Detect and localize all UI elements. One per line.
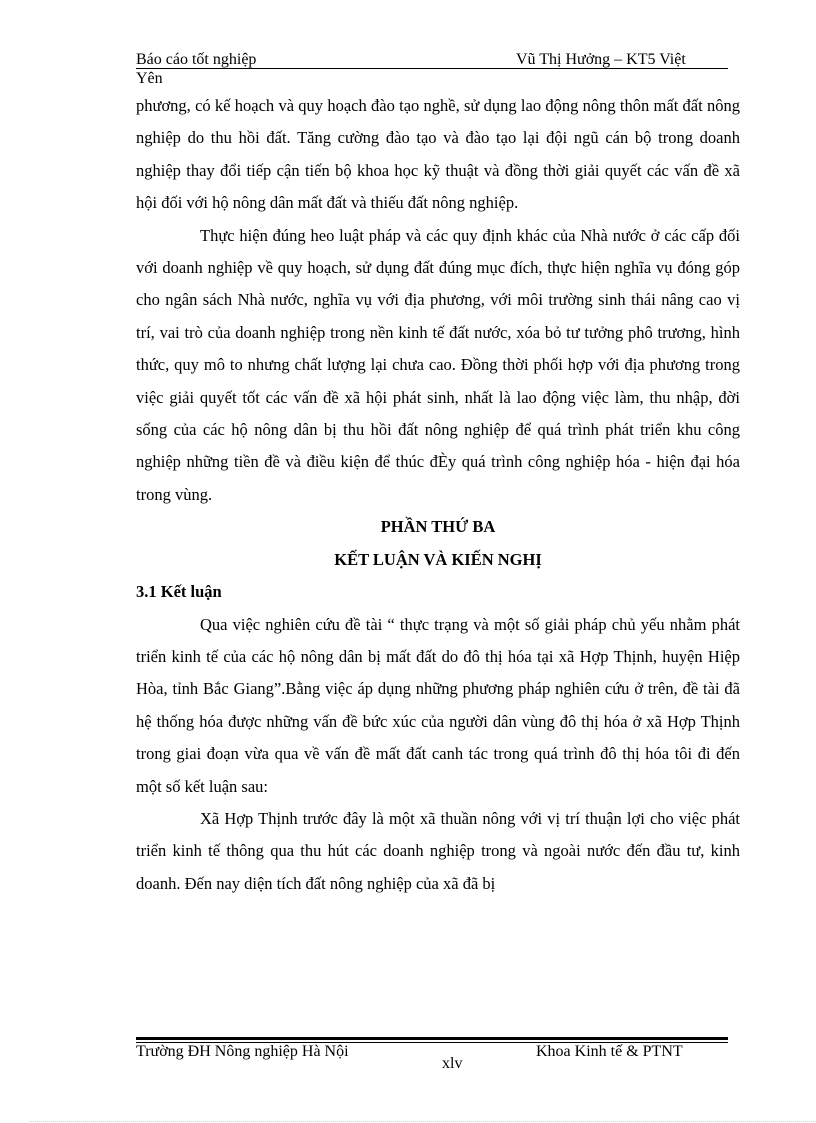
- footer-faculty: Khoa Kinh tế & PTNT: [536, 1043, 683, 1060]
- paragraph-research: Qua việc nghiên cứu đề tài “ thực trạng và một số giải pháp chủ yếu nhằm phát triển kinh tế của các hộ nông dân bị mất đất do đô thị hóa tại xã Hợp Thịnh, huyện Hiệp Hòa, tỉnh Bắc Giang”.Bằng việc áp dụng những phương pháp nghiên cứu ở trên, đề tài đã hệ thống hóa được những vấn đề bức xúc của người dân vùng đô thị hóa ở xã Hợp Thịnh trong giai đoạn vừa qua về vấn đề mất đất canh tác trong quá trình đô thị hóa tôi đi đến một số kết luận sau:: [136, 614, 740, 796]
- section-title: PHẦN THỨ BA: [380, 517, 496, 537]
- header-author: Vũ Thị Hưởng – KT5 Việt: [516, 51, 686, 68]
- section-subtitle: KẾT LUẬN VÀ KIẾN NGHỊ: [334, 549, 542, 569]
- subsection-heading: 3.1 Kết luận: [136, 582, 222, 602]
- paragraph-continuation: phương, có kế hoạch và quy hoạch đào tạo nghề, sử dụng lao động nông thôn mất đất nông nghiệp do thu hồi đất. Tăng cường đào tạo và đào tạo lại đội ngũ cán bộ trong doanh nghiệp thay đổi tiếp cận tiến bộ khoa học kỹ thuật và đồng thời giải quyết các vấn đề xã hội đối với hộ nông dân mất đất và thiếu đất nông nghiệp.: [136, 96, 740, 213]
- header-author-wrap: Yên: [136, 70, 163, 87]
- page-number: xlv: [442, 1055, 463, 1072]
- paragraph-commune: Xã Hợp Thịnh trước đây là một xã thuần nông với vị trí thuận lợi cho việc phát triển kinh tế thông qua thu hút các doanh nghiệp trong và ngoài nước đến đầu tư, kinh doanh. Đến nay diện tích đất nông nghiệp của xã đã bị: [136, 808, 740, 893]
- header-report-title: Báo cáo tốt nghiệp: [136, 51, 257, 68]
- page-boundary: [30, 1121, 816, 1122]
- header-rule: [136, 68, 728, 69]
- paragraph-implementation: Thực hiện đúng heo luật pháp và các quy định khác của Nhà nước ở các cấp đối với doanh nghiệp về quy hoạch, sử dụng đất đúng mục đích, thực hiện nghĩa vụ đóng góp cho ngân sách Nhà nước, nghĩa vụ với địa phương, với môi trường sinh thái nâng cao vị trí, vai trò của doanh nghiệp trong nền kinh tế đất nước, xóa bỏ tư tưởng phô trương, hình thức, quy mô to nhưng chất lượng lại chưa cao. Đồng thời phối hợp với địa phương trong việc giải quyết tốt các vấn đề xã hội phát sinh, nhất là lao động việc làm, thu nhập, đời sống của các hộ nông dân bị thu hồi đất nông nghiệp để quá trình phát triển khu công nghiệp những tiền đề và điều kiện để thúc đÈy quá trình công nghiệp hóa - hiện đại hóa trong vùng.: [136, 225, 740, 504]
- footer-rule-thick: [136, 1037, 728, 1040]
- page-body: [136, 90, 740, 900]
- footer-university: Trường ĐH Nông nghiệp Hà Nội: [136, 1043, 349, 1060]
